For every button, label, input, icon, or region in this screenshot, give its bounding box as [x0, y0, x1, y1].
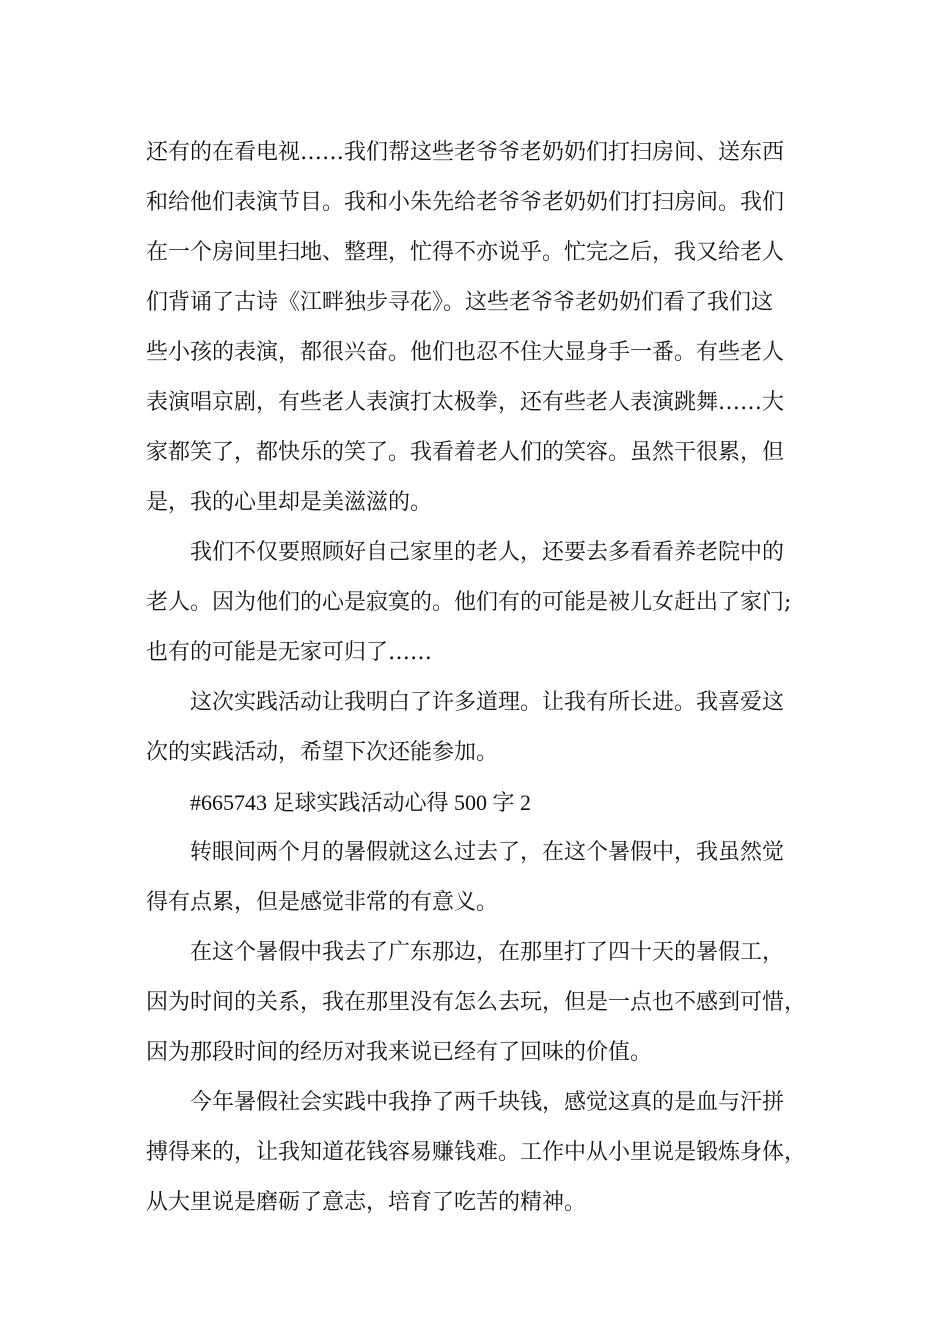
text-line: 因为时间的关系，我在那里没有怎么去玩，但是一点也不感到可惜，: [146, 990, 807, 1015]
paragraph-first-line: 这次实践活动让我明白了许多道理。让我有所长进。我喜爱这: [190, 690, 785, 715]
paragraph-first-line: 在这个暑假中我去了广东那边，在那里打了四十天的暑假工，: [190, 940, 785, 965]
text-line: 从大里说是磨砺了意志，培育了吃苦的精神。: [146, 1190, 587, 1215]
paragraph-first-line: 今年暑假社会实践中我挣了两千块钱，感觉这真的是血与汗拼: [190, 1090, 785, 1115]
text-line: 得有点累，但是感觉非常的有意义。: [146, 890, 499, 915]
paragraph-first-line: 我们不仅要照顾好自己家里的老人，还要去多看看养老院中的: [190, 540, 785, 565]
text-line: 们背诵了古诗《江畔独步寻花》。这些老爷爷老奶奶们看了我们这: [146, 290, 774, 315]
text-line: 和给他们表演节目。我和小朱先给老爷爷老奶奶们打扫房间。我们: [146, 190, 785, 215]
text-line: 因为那段时间的经历对我来说已经有了回味的价值。: [146, 1040, 653, 1065]
text-line: 是，我的心里却是美滋滋的。: [146, 490, 433, 515]
text-line: 家都笑了，都快乐的笑了。我看着老人们的笑容。虽然干很累，但: [146, 440, 785, 465]
section-heading: #665743 足球实践活动心得 500 字 2: [190, 790, 532, 815]
text-line: 表演唱京剧，有些老人表演打太极拳，还有些老人表演跳舞……大: [146, 390, 785, 415]
text-line: 些小孩的表演，都很兴奋。他们也忍不住大显身手一番。有些老人: [146, 340, 785, 365]
text-line: 还有的在看电视……我们帮这些老爷爷老奶奶们打扫房间、送东西: [146, 140, 785, 165]
text-line: 老人。因为他们的心是寂寞的。他们有的可能是被儿女赶出了家门;: [146, 590, 792, 615]
text-line: 也有的可能是无家可归了……: [146, 640, 433, 665]
text-line: 搏得来的，让我知道花钱容易赚钱难。工作中从小里说是锻炼身体，: [146, 1140, 807, 1165]
text-line: 次的实践活动，希望下次还能参加。: [146, 740, 499, 765]
document-body: [146, 128, 826, 1228]
text-line: 在一个房间里扫地、整理，忙得不亦说乎。忙完之后，我又给老人: [146, 240, 785, 265]
paragraph-first-line: 转眼间两个月的暑假就这么过去了，在这个暑假中，我虽然觉: [190, 840, 785, 865]
